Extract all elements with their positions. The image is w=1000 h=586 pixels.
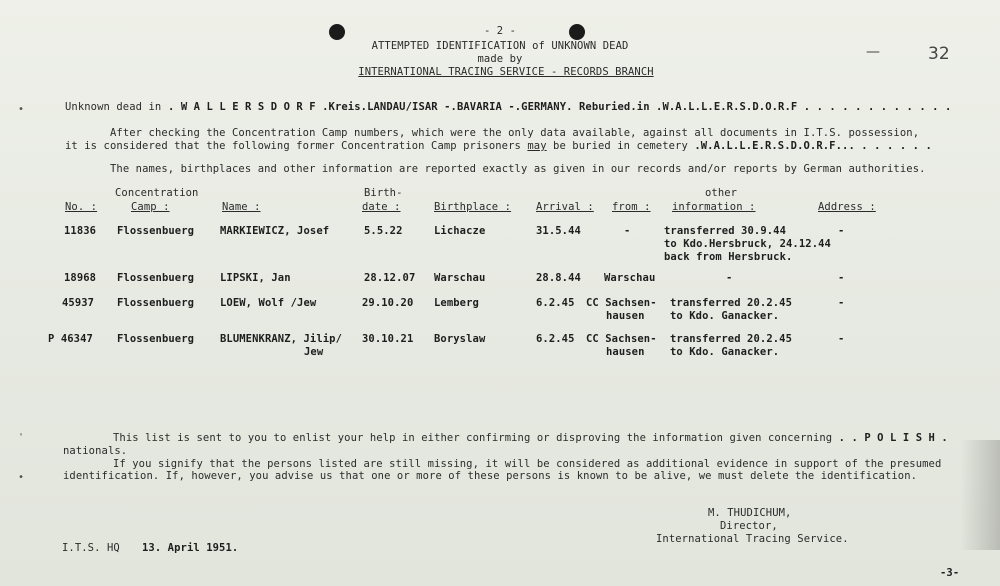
row-from: - <box>624 225 631 237</box>
col-header-other-2: information : <box>672 201 756 213</box>
handwritten-dash: — <box>866 44 881 60</box>
row-from: Warschau <box>604 272 656 284</box>
row-name: LIPSKI, Jan <box>220 272 291 284</box>
col-header-arrival: Arrival : <box>536 201 594 213</box>
unknown-dead-place: . W A L L E R S D O R F .Kreis.LANDAU/ISAR -.BAVARIA -.GERMANY. Reburied.in .W.A.L.L.E.R.S.D.O.R.F . . . . . . . . . . . . <box>168 101 952 113</box>
row-other-1: transferred 20.2.45 <box>670 333 793 345</box>
col-header-birth-1: Birth- <box>364 187 403 199</box>
col-header-birth-2: date : <box>362 201 401 213</box>
footer-page-number: -3- <box>940 567 960 579</box>
row-name: LOEW, Wolf /Jew <box>220 297 317 309</box>
row-no: 45937 <box>62 297 95 309</box>
paragraph-1-line-2 <box>65 140 932 152</box>
row-from-2: hausen <box>606 346 645 358</box>
row-name: MARKIEWICZ, Josef <box>220 225 330 237</box>
signatory-title: Director, <box>720 520 778 532</box>
organization-line: INTERNATIONAL TRACING SERVICE - RECORDS BRANCH <box>358 66 654 78</box>
footer-place: I.T.S. HQ <box>62 542 120 554</box>
row-birthdate: 5.5.22 <box>364 225 403 237</box>
row-arrival: 6.2.45 <box>536 333 575 345</box>
row-other-1: transferred 20.2.45 <box>670 297 793 309</box>
page-number-top: - 2 - <box>483 25 517 37</box>
col-header-from: from : <box>612 201 651 213</box>
punch-hole-right <box>569 24 585 40</box>
closing-line-4: identification. If, however, you advise us that one or more of these persons is known to be alive, we must delete the identification. <box>63 470 918 482</box>
row-address: - <box>838 225 845 237</box>
margin-dot-2: • <box>18 472 25 483</box>
row-camp: Flossenbuerg <box>117 272 195 284</box>
row-arrival: 31.5.44 <box>536 225 581 237</box>
row-other-2: to Kdo. Ganacker. <box>670 346 780 358</box>
paragraph-1-line-2-text-b: be buried in cemetery <box>553 140 688 152</box>
handwritten-page-number: 32 <box>928 44 950 64</box>
row-camp: Flossenbuerg <box>117 333 195 345</box>
footer-date: 13. April 1951. <box>142 542 239 554</box>
row-from-1: CC Sachsen- <box>586 297 657 309</box>
made-by-line: made by <box>477 53 523 65</box>
col-header-no: No. : <box>65 201 98 213</box>
row-no: P 46347 <box>48 333 93 345</box>
closing-line-1-text: This list is sent to you to enlist your help in either confirming or disproving the information given concerning <box>113 432 833 444</box>
closing-line-3: If you signify that the persons listed are still missing, it will be considered as additional evidence in support of the presumed <box>113 458 942 470</box>
paragraph-1-line-2-text: it is considered that the following former Concentration Camp prisoners <box>65 140 521 152</box>
col-header-name: Name : <box>222 201 261 213</box>
row-other-1: transferred 30.9.44 <box>664 225 787 237</box>
row-address: - <box>838 272 845 284</box>
col-header-address: Address : <box>818 201 876 213</box>
row-birthplace: Boryslaw <box>434 333 486 345</box>
row-birthdate: 30.10.21 <box>362 333 414 345</box>
col-header-camp-1: Concentration <box>115 187 199 199</box>
signatory-name: M. THUDICHUM, <box>708 507 792 519</box>
row-other-2: to Kdo.Hersbruck, 24.12.44 <box>664 238 831 250</box>
row-birthplace: Lichacze <box>434 225 486 237</box>
row-arrival: 6.2.45 <box>536 297 575 309</box>
unknown-dead-label: Unknown dead in <box>65 101 162 113</box>
row-camp: Flossenbuerg <box>117 225 195 237</box>
page-edge-shadow <box>960 440 1000 550</box>
row-other-3: back from Hersbruck. <box>664 251 793 263</box>
document-title: ATTEMPTED IDENTIFICATION of UNKNOWN DEAD <box>371 40 629 52</box>
row-birthdate: 28.12.07 <box>364 272 416 284</box>
row-no: 11836 <box>64 225 97 237</box>
nationality: . . P O L I S H . <box>838 432 948 444</box>
col-header-camp-2: Camp : <box>131 201 170 213</box>
row-address: - <box>838 333 845 345</box>
row-other-2: to Kdo. Ganacker. <box>670 310 780 322</box>
may-underlined: may <box>527 140 547 152</box>
row-arrival: 28.8.44 <box>536 272 581 284</box>
signatory-org: International Tracing Service. <box>656 533 849 545</box>
margin-tick: ' <box>18 432 25 443</box>
row-camp: Flossenbuerg <box>117 297 195 309</box>
row-from-2: hausen <box>606 310 645 322</box>
punch-hole-left <box>329 24 345 40</box>
paragraph-1-line-1: After checking the Concentration Camp numbers, which were the only data available, against all documents in I.T.S. possession, <box>110 127 920 139</box>
closing-line-2: nationals. <box>63 445 128 457</box>
paragraph-2: The names, birthplaces and other information are reported exactly as given in our records and/or reports by German authorities. <box>110 163 926 175</box>
row-name: BLUMENKRANZ, Jilip/ <box>220 333 343 345</box>
cemetery-name: .W.A.L.L.E.R.S.D.O.R.F... . . . . . . <box>694 140 932 152</box>
row-other-1: - <box>726 272 733 284</box>
col-header-other-1: other <box>705 187 738 199</box>
row-birthdate: 29.10.20 <box>362 297 414 309</box>
row-birthplace: Warschau <box>434 272 486 284</box>
row-address: - <box>838 297 845 309</box>
row-birthplace: Lemberg <box>434 297 479 309</box>
closing-line-1 <box>113 432 948 444</box>
margin-dot: • <box>18 104 25 115</box>
row-name-2: Jew <box>304 346 324 358</box>
row-from-1: CC Sachsen- <box>586 333 657 345</box>
col-header-birthplace: Birthplace : <box>434 201 512 213</box>
row-no: 18968 <box>64 272 97 284</box>
